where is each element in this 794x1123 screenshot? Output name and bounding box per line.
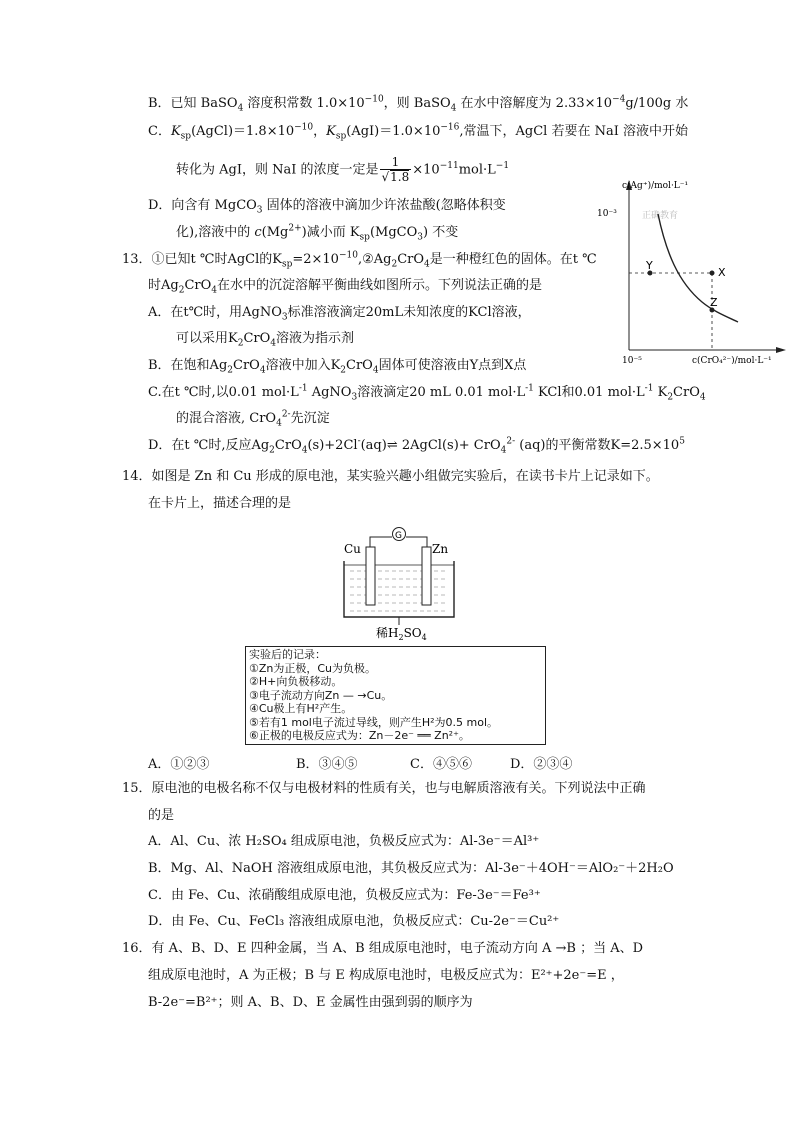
- q16-line3: B-2e⁻=B²⁺；则 A、B、D、E 金属性由强到弱的顺序为: [148, 995, 473, 1010]
- x-axis-label: c(CrO₄²⁻)/mol·L⁻¹: [692, 356, 772, 364]
- q14-stem-line2: 在卡片上，描述合理的是: [148, 496, 292, 511]
- y-axis-label: c(Ag⁺)/mol·L⁻¹: [622, 181, 689, 191]
- record-item-6: ⑥正极的电极反应式为：Zn－2e⁻ ══ Zn²⁺。: [249, 729, 470, 742]
- q15-option-d[interactable]: D．由 Fe、Cu、FeCl₃ 溶液组成原电池，负极反应式：Cu-2e⁻＝Cu²⁺: [148, 914, 560, 929]
- x-axis-arrow: [776, 347, 786, 353]
- equilibrium-curve: [658, 214, 738, 322]
- q14-option-d[interactable]: D．②③④: [510, 757, 573, 772]
- point-x-label: X: [718, 266, 726, 279]
- q12-option-d-line1: D．向含有 MgCO$_3$ 固体的溶液中滴加少许浓盐酸(忽略体积变: [148, 198, 506, 216]
- galvanometer-label: G: [395, 531, 402, 541]
- q13-option-a-line2: 可以采用$K_2CrO_4$溶液为指示剂: [176, 331, 355, 349]
- acid-label: 稀$H_2SO_4$: [376, 626, 427, 642]
- wire-left: [370, 537, 392, 547]
- record-item-2: ②H+向负极移动。: [249, 675, 343, 688]
- q14-stem-line1: 14．如图是 Zn 和 Cu 形成的原电池，某实验兴趣小组做完实验后，在读书卡片上记录如下。: [122, 469, 659, 484]
- cu-electrode: [366, 547, 375, 605]
- y-tick-label: 10⁻³: [597, 209, 617, 219]
- record-item-4: ④Cu极上有H²产生。: [249, 702, 353, 715]
- q14-option-a[interactable]: A．①②③: [148, 757, 210, 772]
- zn-label: Zn: [432, 542, 449, 556]
- q13-option-c-line1: C.在t ℃时,以0.01 $mol\cdot L^{-1}$ AgNO$_3$溶液滴定20 mL 0.01 $mol\cdot L^{-1}$ KCl和0.01 $mol\cdot L^{-1}$ $K_2CrO_4$: [148, 383, 706, 403]
- q14-option-b[interactable]: B．③④⑤: [296, 757, 358, 772]
- point-z-label: Z: [710, 296, 718, 309]
- q14-option-c[interactable]: C．④⑤⑥: [410, 757, 472, 772]
- q12-option-d-line2: 化),溶液中的 $c(Mg^{2+})$减小而 $K_{sp}(MgCO_3)$ 不变: [176, 223, 459, 243]
- q15-option-a[interactable]: A．Al、Cu、浓 H₂SO₄ 组成原电池，负极反应式为：Al-3e⁻＝Al³⁺: [148, 834, 540, 849]
- fraction: $\frac{1}{√1.8}$: [381, 155, 410, 184]
- q16-line2: 组成原电池时，A 为正极；B 与 E 构成原电池时，电极反应式为：E²⁺+2e⁻=E ，: [148, 968, 624, 983]
- equilibrium-arrow: ⇌: [386, 438, 398, 453]
- q13-option-b: B．在饱和$Ag_2CrO_4$溶液中加入$K_2CrO_4$固体可使溶液由Y点到X点: [148, 358, 527, 376]
- q16-line1: 16．有 A、B、D、E 四种金属，当 A、B 组成原电池时，电子流动方向 A →B ；当 A、D: [122, 941, 644, 956]
- cu-label: Cu: [344, 542, 361, 556]
- q13-option-a-line1: A．在t℃时，用AgNO$_3$标准溶液滴定20mL未知浓度的KCl溶液，: [148, 305, 531, 323]
- experiment-record-card: [245, 646, 546, 745]
- record-item-1: ①Zn为正极，Cu为负极。: [249, 661, 377, 675]
- x-tick-label: 10⁻⁵: [622, 356, 642, 364]
- beaker-liquid: [348, 565, 450, 613]
- zn-electrode: [422, 547, 431, 605]
- q15-option-b[interactable]: B．Mg、Al、NaOH 溶液组成原电池，其负极反应式为：Al-3e⁻＋4OH⁻＝AlO₂⁻＋2H₂O: [148, 861, 674, 876]
- record-item-5: ⑤若有1 mol电子流过导线，则产生H²为0.5 mol。: [249, 715, 499, 729]
- q15-option-c[interactable]: C．由 Fe、Cu、浓硝酸组成原电池，负极反应式为：Fe-3e⁻＝Fe³⁺: [148, 888, 541, 903]
- record-title: 实验后的记录：: [249, 648, 326, 661]
- q13-stem-line2: 时$Ag_2CrO_4$在水中的沉淀溶解平衡曲线如图所示。下列说法正确的是: [148, 278, 543, 296]
- point-x-marker: [710, 271, 715, 276]
- point-y-label: Y: [646, 259, 653, 272]
- solubility-curve-graph: [592, 172, 788, 364]
- q13-option-c-line2: 的混合溶液, CrO$_4^{2-}$先沉淀: [176, 409, 330, 429]
- q15-stem-line1: 15．原电池的电极名称不仅与电极材料的性质有关，也与电解质溶液有关。下列说法中正确: [122, 781, 646, 796]
- q12-option-c-line2: 转化为 AgI，则 NaI 的浓度一定是 $\frac{1}{√1.8}$ $\times 10^{-11}mol\cdot L^{-1}$: [176, 155, 510, 184]
- record-item-3: ③电子流动方向Zn — →Cu。: [249, 688, 393, 702]
- q12-option-c-line1: C．$K_{sp}(AgCl)=1.8\times 10^{-10}$，$K_{sp}(AgI)=1.0\times 10^{-16}$,常温下，AgCl 若要在 NaI 溶液中开始: [148, 122, 688, 142]
- galvanic-cell-diagram: [340, 527, 460, 647]
- q15-stem-line2: 的是: [148, 808, 175, 823]
- q13-option-d: D．在t ℃时,反应$Ag_2CrO_4(s)+2Cl^-(aq)\rightleftharpoons$ 2AgCl(s)+ CrO$_4^{2-}$ (aq)的平衡常数$K=2.5\times 10^5$: [148, 436, 685, 456]
- q12-option-b: B．已知 BaSO$_4$ 溶度积常数 $1.0\times 10^{-10}$，则 BaSO$_4$ 在水中溶解度为 $2.33\times 10^{-4}g/100g$ 水: [148, 94, 689, 114]
- q13-stem-line1: 13．①已知t ℃时AgCl的$K_{sp}=2\times 10^{-10},②Ag_2CrO_4$是一种橙红色的固体。在t ℃: [122, 250, 597, 270]
- watermark: 正确教育: [642, 211, 679, 221]
- wire-right: [406, 537, 427, 547]
